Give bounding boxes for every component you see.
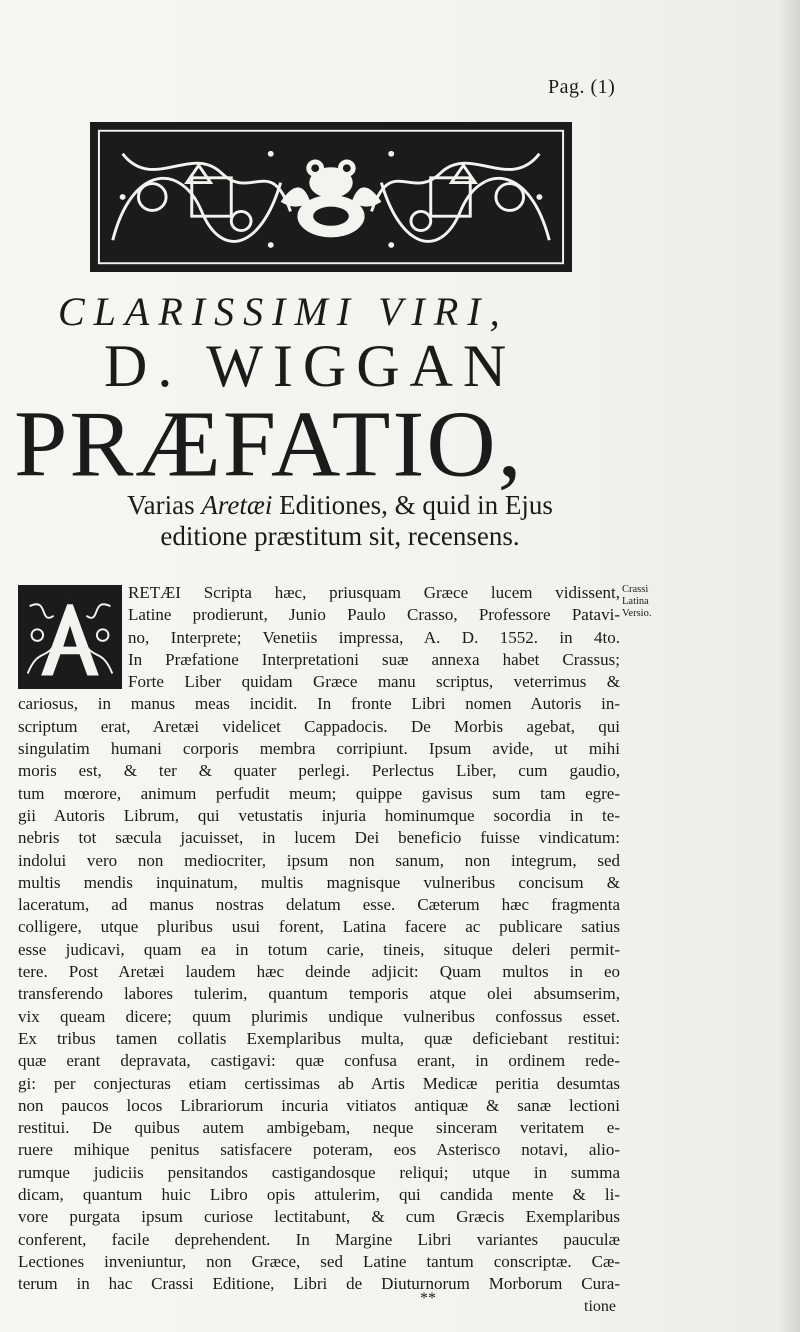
body-line: quæ erant depravata, castigavi: quæ confusa erant, in ordinem rede- [18,1051,620,1071]
body-line: tere. Post Aretæi laudem hæc deinde adjicit: Quam multos in eo [18,962,620,982]
title-author-name: D. WIGGAN [104,333,517,399]
body-line: In Præfatione Interpretationi suæ annexa habet Crassus; [128,649,620,669]
page-edge-shadow [778,0,800,1332]
catchword: tione [584,1298,616,1315]
body-line: cariosus, in manus meas incidit. In fronte Libri nomen Autoris in- [18,694,620,714]
body-line: colligere, utque pluribus usui forent, Latina facere ac publicare satius [18,917,620,937]
body-line: restitui. De quibus autem ambigebam, neque sinceram veritatem e- [18,1118,620,1138]
subtitle-part2: Editiones, & quid in Ejus [272,490,553,520]
body-line: scriptum erat, Aretæi videlicet Cappadocis. De Morbis agebat, qui [18,716,620,736]
body-line: laceratum, ad manus nostras delatum esse. Cæterum hæc fragmenta [18,895,620,915]
body-line: singulatim humani corporis membra corripiunt. Ipsum avide, ut mihi [18,739,620,759]
title-clarissimi-viri: CLARISSIMI VIRI, [58,289,509,334]
body-line: moris est, & ter & quater perlegi. Perlectus Liber, cum gaudio, [18,761,620,781]
body-line: nebris tot sæcula jacuisset, in lucem Dei beneficio fuisse vindicatum: [18,828,620,848]
marginal-note: Crassi Latina Versio. [622,584,652,619]
body-line: esse judicavi, quam ea in totum carie, tineis, situque deleri permit- [18,939,620,959]
body-line: Forte Liber quidam Græce manu scriptus, veterrimus & [128,672,620,692]
body-line: vix queam dicere; quum plurimis undique vulneribus confossus esset. [18,1006,620,1026]
body-line: no, Interprete; Venetiis impressa, A. D. 1552. in 4to. [128,627,620,647]
subtitle-italic: Aretæi [201,490,273,520]
body-line: indolui vero non mediocriter, ipsum non sanum, non integrum, sed [18,850,620,870]
body-line: vore purgata ipsum curiose lectitabunt, & cum Græcis Exemplaribus [18,1207,620,1227]
body-line: gi: per conjecturas etiam certissimas ab Artis Medicæ peritia desumtas [18,1073,620,1093]
subtitle-line2: editione præstitum sit, recensens. [160,521,520,551]
signature-mark: ** [420,1290,436,1307]
page-number: Pag. (1) [548,76,616,98]
body-line: ruere mihique penitus satisfacere poteram, eos Asterisco notavi, alio- [18,1140,620,1160]
body-line: transferendo labores tulerim, quantum temporis atque olei absumserim, [18,984,620,1004]
body-line: rumque judiciis pensitandos castigandosque reliqui; utque in summa [18,1162,620,1182]
body-line: Latine prodierunt, Junio Paulo Crasso, Professore Patavi- [128,605,620,625]
body-line: RETÆI Scripta hæc, priusquam Græce lucem vidissent, [128,583,620,602]
ornamental-headpiece-icon [90,122,572,272]
subtitle [60,490,620,552]
title-praefatio: PRÆFATIO, [14,391,524,496]
body-line: Lectiones inveniuntur, non Græce, sed Latine tantum conscriptæ. Cæ- [18,1251,620,1271]
body-line: dicam, quantum huic Libro opis attulerim, qui candida mente & li- [18,1185,620,1205]
body-text [18,582,620,1296]
body-line: gii Autoris Librum, qui vetustatis injuria hominumque socordia in te- [18,805,620,825]
body-line: terum in hac Crassi Editione, Libri de Diuturnorum Morborum Cura- [18,1274,620,1294]
body-line: conferent, facile deprehendent. In Margine Libri variantes pauculæ [18,1229,620,1249]
body-line: tum mœrore, animum perfudit meum; quippe gavisus sum tam egre- [18,783,620,803]
body-line: multis mendis inquinatum, multis magnisque vulneribus concisum & [18,872,620,892]
body-line: Ex tribus tamen collatis Exemplaribus multa, quæ deficiebant restitui: [18,1028,620,1048]
body-line: non paucos locos Librariorum incuria vitiatos antiquæ & sanæ lectioni [18,1095,620,1115]
subtitle-part1: Varias [127,490,202,520]
